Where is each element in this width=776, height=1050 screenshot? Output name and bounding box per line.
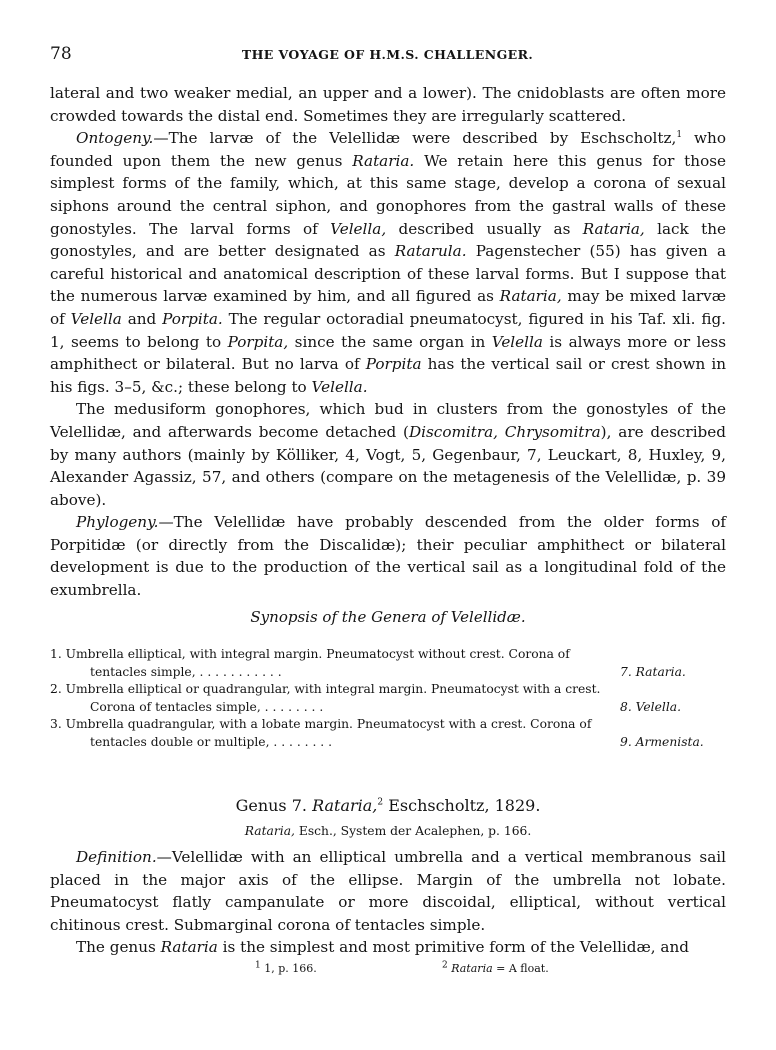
synopsis-item-armenista: [50, 716, 726, 751]
synopsis-line: tentacles double or multiple, . . . . . . . .: [90, 734, 333, 749]
footnote-marker: 1: [676, 130, 683, 141]
genus-reference: [50, 824, 726, 838]
synopsis-genus: 7. Rataria.: [620, 664, 686, 679]
footnote-text: 1, p. 166.: [260, 962, 317, 975]
section-label-ontogeny: Ontogeny.: [76, 129, 154, 148]
genus-heading: [50, 796, 726, 815]
synopsis-item-velella: [50, 681, 726, 716]
text-run: who founded upon them the new genus: [50, 129, 726, 170]
taxon-name: Rataria: [451, 962, 493, 975]
taxon-name: Velella: [491, 332, 543, 351]
taxon-name: Ratarula.: [394, 242, 467, 261]
text-run: —The larvæ of the Velellidæ were described by Eschscholtz,: [153, 129, 677, 148]
footnote-marker: 2: [442, 960, 448, 971]
paragraph-text: lateral and two weaker medial, an upper and a lower). The cnidoblasts are often more crowded towards the distal end. Sometimes they are irregularly scattered.: [50, 84, 726, 125]
text-run: We retain here this genus for those simplest forms of the family, which, at this same stage, develop a corona of sexual siphons around the central siphon, and gonophores from the gastral walls of these gonostyles. The larval forms of: [50, 151, 726, 238]
text-run: is always more or less amphithect or bilateral. But no larva of: [50, 332, 726, 374]
text-run: lack the gonostyles, and are better designated as: [50, 219, 726, 261]
footnote-marker: 1: [255, 960, 261, 971]
paragraph-genus-intro: [50, 936, 726, 959]
body-text: [50, 82, 726, 602]
footnote-2: [442, 962, 549, 975]
text-run: Genus 7.: [235, 796, 313, 815]
text-run: Pagenstecher (55) has given a careful historical and anatomical description of these larval forms. But I suppose that the numerous larvæ examined by him, and all figured as: [50, 242, 726, 306]
synopsis-line: tentacles simple, . . . . . . . . . . .: [90, 664, 282, 679]
taxon-name: Rataria,: [312, 796, 378, 815]
taxon-name: Rataria,: [582, 219, 645, 238]
taxon-name: Discomitra, Chrysomitra: [408, 422, 601, 441]
text-run: —The Velellidæ have probably descended from the older forms of Porpitidæ (or directly from the Discalidæ); their peculiar amphithect or bilateral development is due to the production of the vertical sail as a longitudinal fold of the exumbrella.: [50, 513, 726, 600]
taxon-name: Velella.: [311, 377, 368, 396]
section-label-phylogeny: Phylogeny.: [76, 513, 159, 532]
text-run: has the vertical sail or crest shown in his figs. 3–5, &c.; these belong to: [50, 355, 727, 396]
synopsis-line: 1. Umbrella elliptical, with integral margin. Pneumatocyst without crest. Corona of: [50, 647, 570, 661]
synopsis-genus: 9. Armenista.: [620, 734, 704, 749]
footnote-marker: 2: [377, 797, 384, 808]
text-run: —Velellidæ with an elliptical umbrella and a vertical membranous sail placed in the major axis of the ellipse. Margin of the umbrella not lobate. Pneumatocyst flatly campanulate or more discoidal, elliptical, without vertical chitinous crest. Submarginal corona of tentacles simple.: [50, 848, 726, 934]
synopsis-table: [50, 646, 726, 752]
paragraph-ontogeny: [50, 127, 726, 398]
taxon-name: Rataria.: [352, 151, 415, 170]
taxon-name: Rataria,: [244, 824, 295, 838]
text-run: Esch., System der Acalephen, p. 166.: [294, 824, 532, 838]
taxon-name: Rataria: [160, 938, 218, 957]
text-run: ), are described by many authors (mainly by Kölliker, 4, Vogt, 5, Gegenbaur, 7, Leuckart, 8, Huxley, 9, Alexander Agassiz, 57, and others (compare on the metagenesis of the Velellidæ, p. 39 above).: [50, 422, 726, 509]
text-run: may be mixed larvæ of: [50, 287, 726, 328]
taxon-name: Velella,: [330, 219, 387, 238]
text-run: described usually as: [386, 219, 583, 238]
text-run: Eschscholtz, 1829.: [383, 796, 541, 815]
page-header: [50, 44, 725, 66]
taxon-name: Porpita,: [227, 332, 289, 351]
running-title: THE VOYAGE OF H.M.S. CHALLENGER.: [241, 47, 534, 62]
footnote-1: [255, 962, 317, 975]
synopsis-line: 2. Umbrella elliptical or quadrangular, with integral margin. Pneumatocyst with a crest.: [50, 682, 601, 697]
page-number: 78: [50, 44, 72, 64]
taxon-name: Porpita.: [162, 309, 223, 328]
synopsis-genus: 8. Velella.: [620, 699, 681, 714]
taxon-name: Velella: [70, 309, 122, 328]
paragraph-continuation: [50, 82, 726, 127]
footnote-text: = A float.: [492, 962, 549, 975]
text-run: The regular octoradial pneumatocyst, figured in his Taf. xli. fig. 1, seems to belong to: [50, 309, 727, 351]
paragraph-gonophores: [50, 398, 726, 511]
synopsis-item-rataria: [50, 646, 726, 681]
text-run: The medusiform gonophores, which bud in clusters from the gonostyles of the Velellidæ, and afterwards become detached (: [50, 400, 726, 441]
synopsis-title: Synopsis of the Genera of Velellidæ.: [250, 608, 526, 626]
synopsis-line: 3. Umbrella quadrangular, with a lobate margin. Pneumatocyst with a crest. Corona of: [50, 717, 592, 732]
text-run: and: [121, 309, 163, 328]
paragraph-definition: [50, 846, 726, 936]
taxon-name: Rataria,: [499, 287, 562, 306]
synopsis-line: Corona of tentacles simple, . . . . . . . .: [90, 699, 324, 714]
paragraph-phylogeny: [50, 511, 726, 601]
taxon-name: Porpita: [365, 355, 422, 374]
text-run: is the simplest and most primitive form of the Velellidæ, and: [217, 938, 689, 957]
text-run: since the same organ in: [288, 332, 492, 351]
section-label-definition: Definition.: [76, 848, 157, 866]
genus-definition: [50, 846, 726, 959]
text-run: The genus: [76, 938, 161, 957]
